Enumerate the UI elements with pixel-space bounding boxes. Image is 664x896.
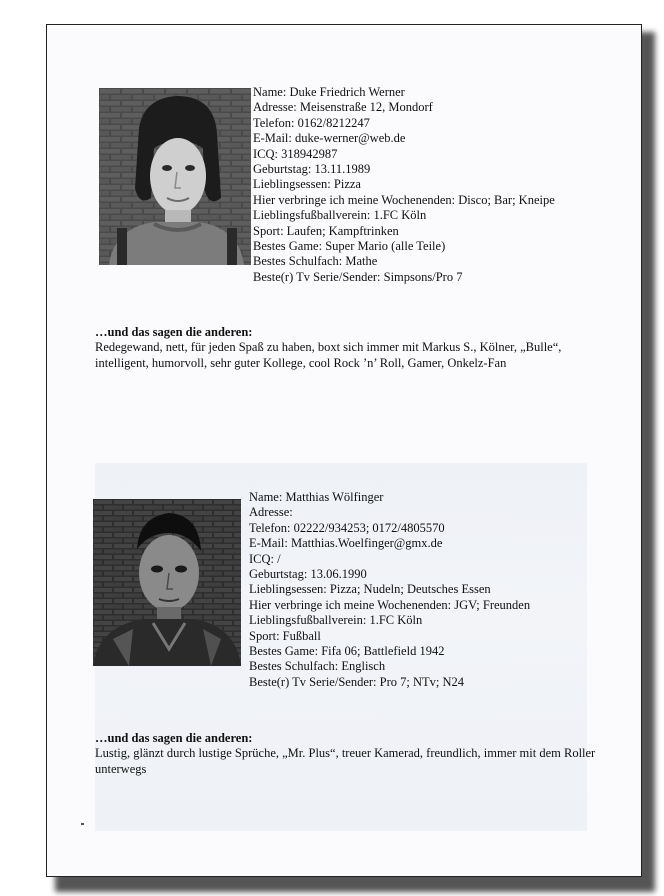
others-text: Lustig, glänzt durch lustige Sprüche, „Mr. Plus“, treuer Kamerad, freundlich, immer mit dem Roller unterwegs <box>95 746 596 776</box>
others-section-1 <box>95 325 615 371</box>
field-weekends: Hier verbringe ich meine Wochenenden: JGV; Freunden <box>249 597 531 612</box>
field-address: Adresse: <box>249 505 293 520</box>
profile-photo-2 <box>93 499 241 666</box>
field-phone: Telefon: 02222/934253; 0172/4805570 <box>249 520 445 535</box>
field-phone: Telefon: 0162/8212247 <box>253 115 370 130</box>
portrait-2-graphic <box>93 499 241 666</box>
field-best-game: Bestes Game: Fifa 06; Battlefield 1942 <box>249 644 445 659</box>
field-tv: Beste(r) Tv Serie/Sender: Simpsons/Pro 7 <box>253 269 463 284</box>
field-best-game: Bestes Game: Super Mario (alle Teile) <box>253 239 446 254</box>
field-weekends: Hier verbringe ich meine Wochenenden: Disco; Bar; Kneipe <box>253 192 555 207</box>
field-football-club: Lieblingsfußballverein: 1.FC Köln <box>253 208 427 223</box>
field-icq: ICQ: 318942987 <box>253 146 338 161</box>
field-email: E-Mail: duke-werner@web.de <box>253 131 406 146</box>
field-favorite-food: Lieblingsessen: Pizza <box>253 177 361 192</box>
field-birthday: Geburtstag: 13.06.1990 <box>249 567 367 582</box>
field-favorite-food: Lieblingsessen: Pizza; Nudeln; Deutsches Essen <box>249 582 491 597</box>
others-section-2 <box>95 731 615 777</box>
field-name: Name: Duke Friedrich Werner <box>253 85 405 99</box>
field-name: Name: Matthias Wölfinger <box>249 490 384 504</box>
others-heading: …und das sagen die anderen: <box>95 731 253 745</box>
field-address: Adresse: Meisenstraße 12, Mondorf <box>253 100 433 115</box>
field-birthday: Geburtstag: 13.11.1989 <box>253 162 371 177</box>
field-sport: Sport: Laufen; Kampftrinken <box>253 223 399 238</box>
profile-info-1 <box>253 85 555 285</box>
others-heading: …und das sagen die anderen: <box>95 325 253 339</box>
portrait-1-graphic <box>99 88 251 265</box>
others-text: Redegewand, nett, für jeden Spaß zu haben, boxt sich immer mit Markus S., Kölner, „Bulle“, intelligent, humorvoll, sehr guter Kollege, cool Rock ’n’ Roll, Gamer, Onkelz-Fan <box>95 340 562 370</box>
field-tv: Beste(r) Tv Serie/Sender: Pro 7; NTv; N24 <box>249 674 465 689</box>
scan-speck <box>81 823 84 825</box>
field-sport: Sport: Fußball <box>249 628 321 643</box>
field-email: E-Mail: Matthias.Woelfinger@gmx.de <box>249 536 443 551</box>
field-football-club: Lieblingsfußballverein: 1.FC Köln <box>249 613 423 628</box>
field-best-subject: Bestes Schulfach: Mathe <box>253 254 378 269</box>
profile-photo-1 <box>99 88 251 265</box>
document-page <box>46 24 642 877</box>
field-best-subject: Bestes Schulfach: Englisch <box>249 659 386 674</box>
profile-info-2 <box>249 490 530 690</box>
field-icq: ICQ: / <box>249 551 281 566</box>
